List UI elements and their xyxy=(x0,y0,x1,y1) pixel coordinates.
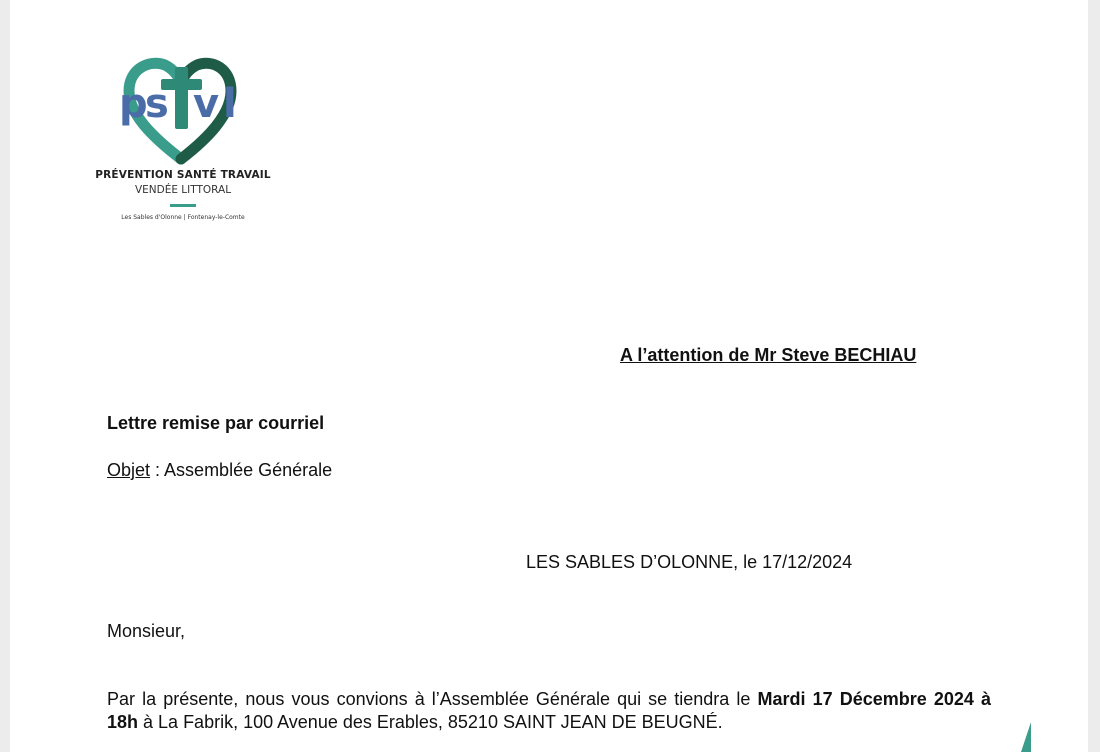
logo-title: PRÉVENTION SANTÉ TRAVAIL xyxy=(95,169,271,181)
corner-decoration-icon xyxy=(1017,722,1031,752)
delivery-note: Lettre remise par courriel xyxy=(107,413,325,433)
salutation: Monsieur, xyxy=(107,621,186,641)
subject-separator: : xyxy=(150,460,165,480)
pstvl-logo xyxy=(88,55,278,230)
svg-text:s: s xyxy=(145,81,169,127)
logo-sites: Les Sables d'Olonne | Fontenay-le-Comte xyxy=(121,214,245,221)
event-date-time: Mardi 17 Décembre 2024 à 18h xyxy=(107,689,992,732)
body-text-start: Par la présente, nous vous convions à l’Assemblée Générale qui se tiendra le xyxy=(107,689,758,709)
subject-label: Objet xyxy=(107,460,151,480)
place-date-line: LES SABLES D’OLONNE, le 17/12/2024 xyxy=(526,552,853,572)
svg-text:l: l xyxy=(223,81,237,127)
logo-divider xyxy=(170,204,196,207)
attention-line: A l’attention de Mr Steve BECHIAU xyxy=(620,345,917,365)
body-paragraph xyxy=(107,688,991,734)
svg-text:v: v xyxy=(193,81,220,127)
letter-page xyxy=(10,0,1088,752)
body-text-end: à La Fabrik, 100 Avenue des Erables, 85210 SAINT JEAN DE BEUGNÉ. xyxy=(138,712,723,732)
subject-value: Assemblée Générale xyxy=(164,460,333,480)
heart-cross-logo-icon xyxy=(115,55,251,165)
svg-text:p: p xyxy=(119,81,148,127)
subject-line xyxy=(107,460,332,481)
logo-subtitle: VENDÉE LITTORAL xyxy=(134,184,232,196)
